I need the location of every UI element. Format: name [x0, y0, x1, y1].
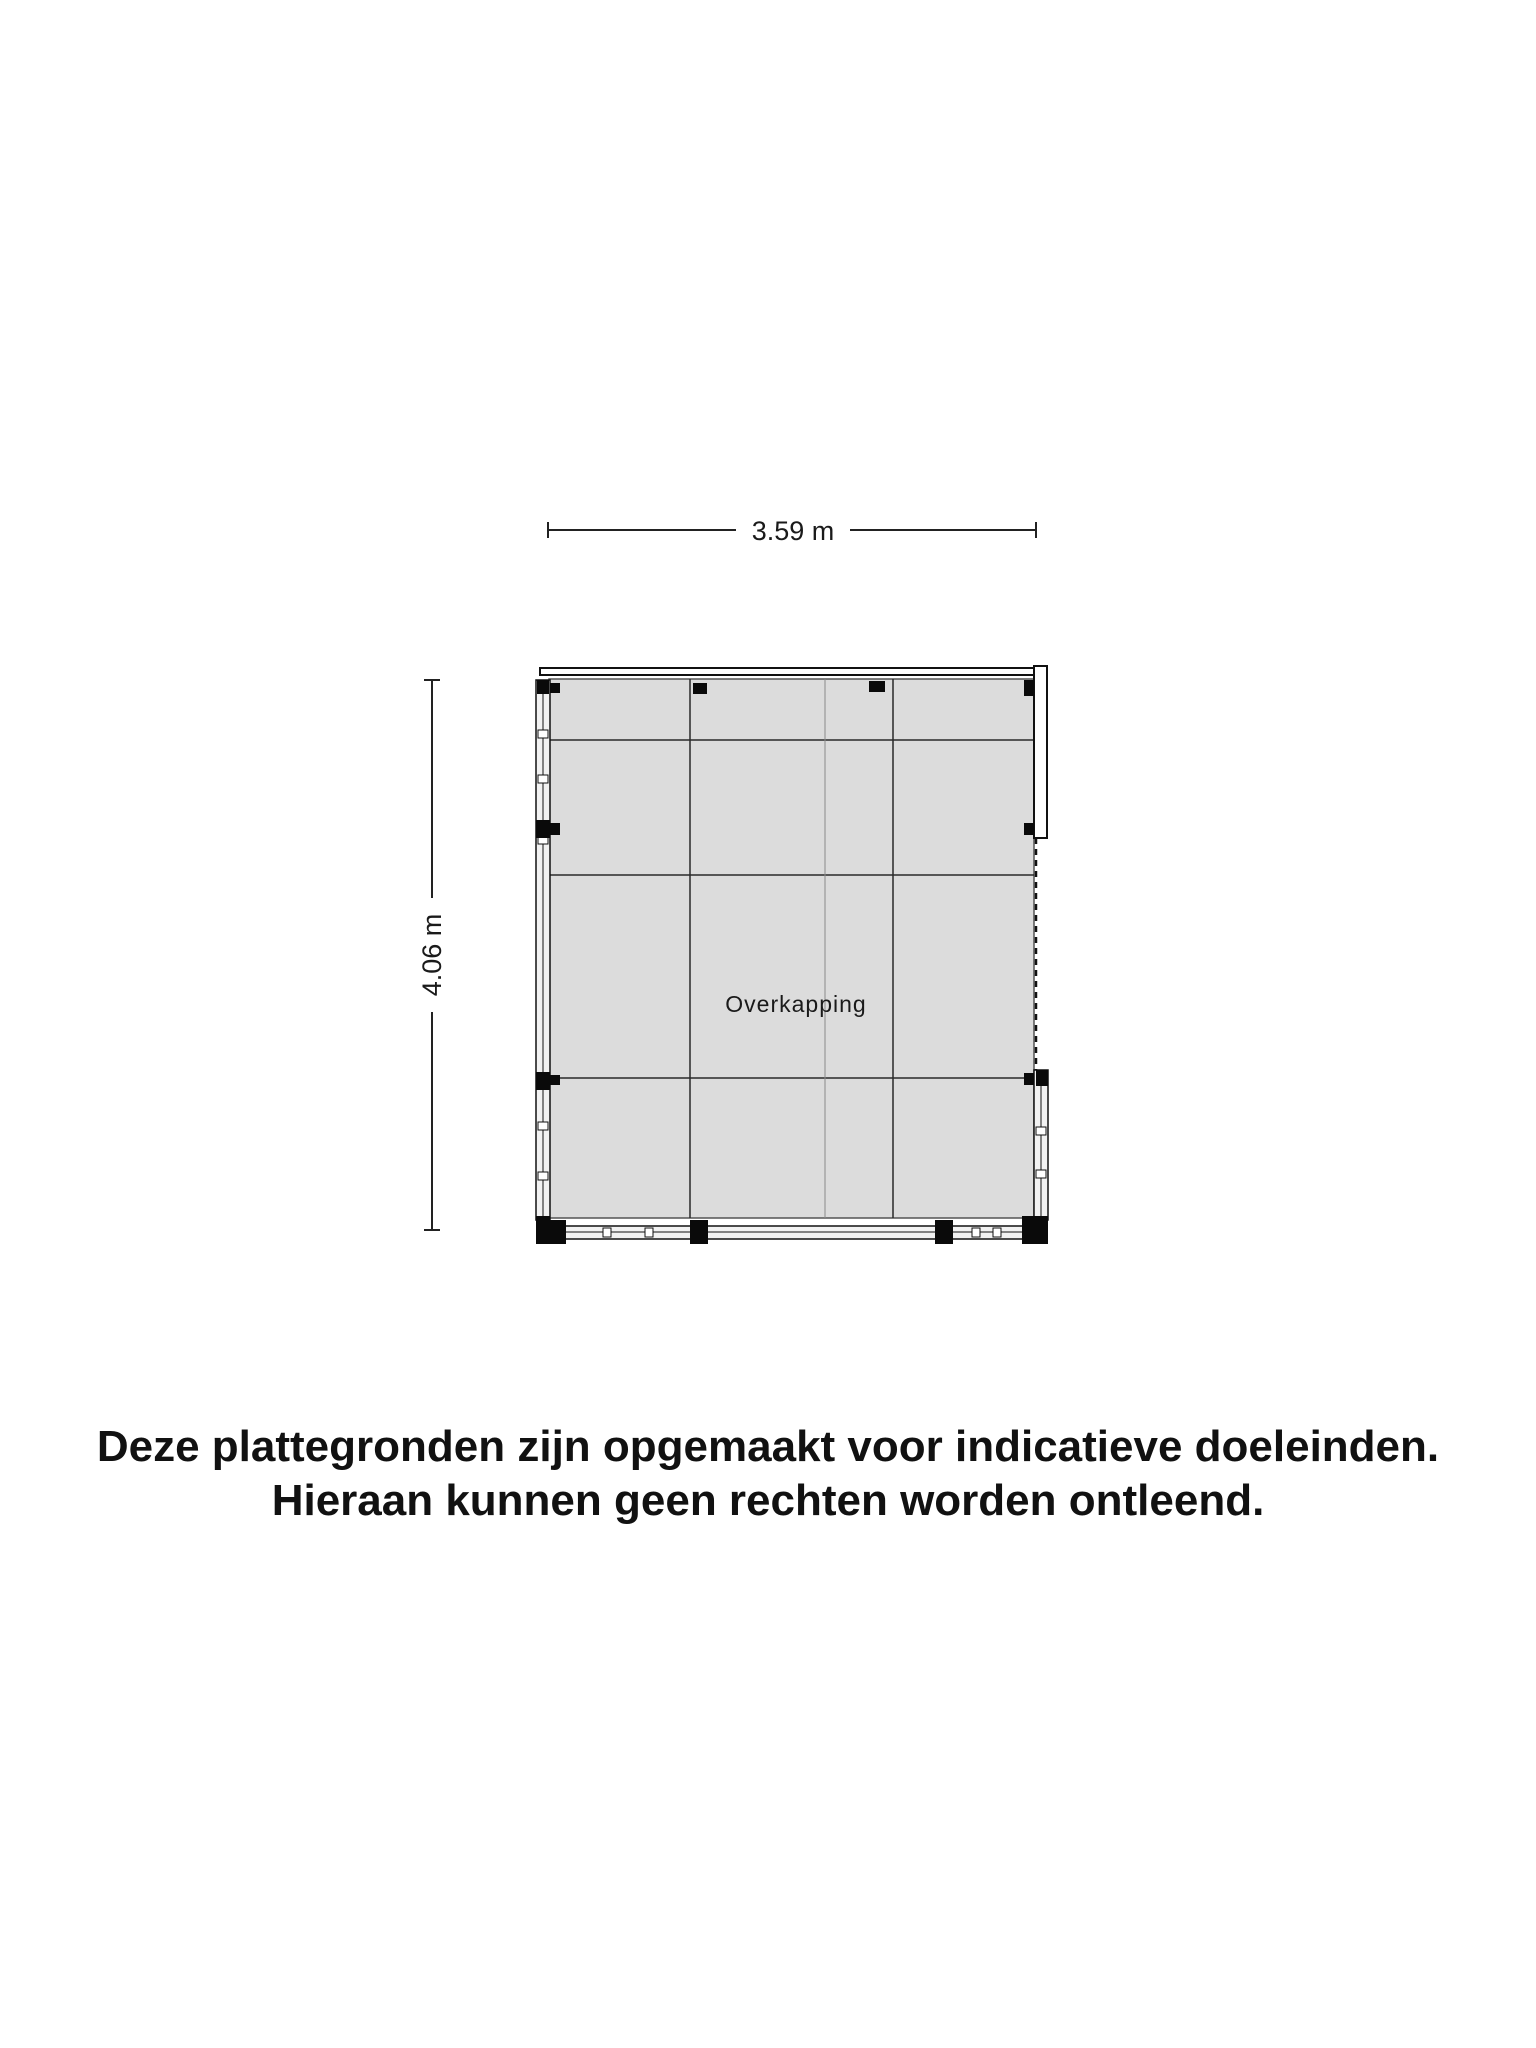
right-window-wall [1034, 1070, 1048, 1220]
top-beam [540, 668, 1038, 675]
right-wall-panel [1034, 666, 1047, 838]
width-dimension-label: 3.59 m [751, 516, 835, 546]
height-dimension-label: 4.06 m [417, 913, 447, 997]
left-window-wall [536, 680, 550, 1220]
room-label: Overkapping [725, 991, 867, 1017]
bottom-window-wall [548, 1226, 1036, 1239]
floor-area [549, 679, 1034, 1218]
disclaimer-line-2: Hieraan kunnen geen rechten worden ontleend. [271, 1476, 1265, 1525]
disclaimer-line-1: Deze plattegronden zijn opgemaakt voor indicatieve doeleinden. [96, 1422, 1440, 1471]
